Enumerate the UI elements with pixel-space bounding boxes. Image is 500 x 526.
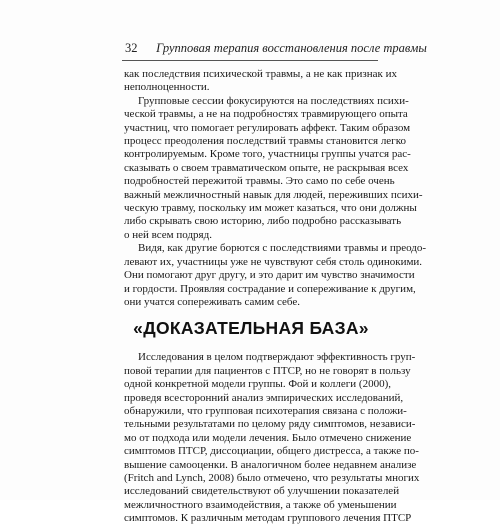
text-line: мо от подхода или модели лечения. Было отмечено снижение	[124, 431, 412, 444]
text-line: участниц, что помогает регулировать аффект. Таким образом	[124, 121, 411, 134]
text-line: левают их, участницы уже не чувствуют себя столь одинокими.	[124, 255, 423, 268]
text-line: межличностного взаимодействия, а также об уменьшении	[124, 498, 397, 511]
text-line: важный межличностный навык для людей, переживших психи-	[124, 188, 423, 201]
page-number: 32	[125, 41, 138, 55]
text-line: контролируемым. Кроме того, участницы группы учатся рас-	[124, 148, 411, 161]
text-line: неполноценности.	[124, 81, 210, 94]
text-line: проведя всесторонний анализ эмпирических исследований,	[124, 391, 404, 404]
text-line: вышение самооценки. В аналогичном более недавнем анализе	[124, 458, 417, 471]
text-line: Они помогают друг другу, и это дарит им чувство значимости	[124, 269, 415, 282]
text-line: ческой травмы, а не на подробностях травмирующего опыта	[124, 108, 408, 121]
text-line: одной конкретной модели группы. Фой и коллеги (2000),	[124, 378, 392, 391]
text-line: о ней всем подряд.	[124, 228, 212, 241]
header-rule	[122, 60, 378, 61]
text-line: ческую травму, поскольку им может казаться, что они должны	[124, 202, 417, 215]
text-line: Видя, как другие борются с последствиями травмы и преодо-	[138, 242, 427, 255]
text-line: Групповые сессии фокусируются на последствиях психи-	[138, 94, 409, 107]
paragraph-seeing-others	[124, 242, 427, 309]
text-line: (Fritch and Lynch, 2008) было отмечено, что результаты многих	[124, 471, 420, 484]
text-line: повой терапии для пациентов с ПТСР, но не говорят в пользу	[124, 364, 411, 377]
spacer	[124, 309, 378, 317]
text-line: сказывать о своем травматическом опыте, не раскрывая всех	[124, 161, 409, 174]
text-line: исследований свидетельствуют об улучшении показателей	[124, 485, 400, 498]
text-line: обнаружили, что групповая психотерапия связана с положи-	[124, 404, 407, 417]
text-line: тельными результатами по целому ряду симптомов, независи-	[124, 418, 416, 431]
text-line: либо скрывать свою историю, либо подробно рассказывать	[124, 215, 402, 228]
page-body	[124, 68, 427, 526]
paragraph-continued	[124, 68, 397, 95]
page-header	[125, 41, 427, 57]
text-line: Исследования в целом подтверждают эффективность груп-	[138, 351, 416, 364]
section-heading: «ДОКАЗАТЕЛЬНАЯ БАЗА»	[133, 318, 369, 339]
text-line: процесс преодоления последствий травмы становится легко	[124, 135, 406, 148]
paragraph-research	[124, 351, 420, 525]
text-line: симптомов ПТСР, диссоциации, общего дистресса, а также по-	[124, 445, 419, 458]
text-line: как последствия психической травмы, а не как признак их	[124, 68, 397, 80]
text-line: симптомов. К различным методам группового лечения ПТСР	[124, 512, 412, 525]
running-title: Групповая терапия восстановления после травмы	[156, 41, 427, 55]
spacer	[124, 339, 378, 351]
paragraph-group-sessions	[124, 94, 423, 242]
text-line: они учатся сопереживать самим себе.	[124, 295, 300, 308]
text-line: подробностей пережитой травмы. Это само по себе очень	[124, 175, 395, 188]
text-line: и гордости. Проявляя сострадание и сопереживание к другим,	[124, 282, 416, 295]
